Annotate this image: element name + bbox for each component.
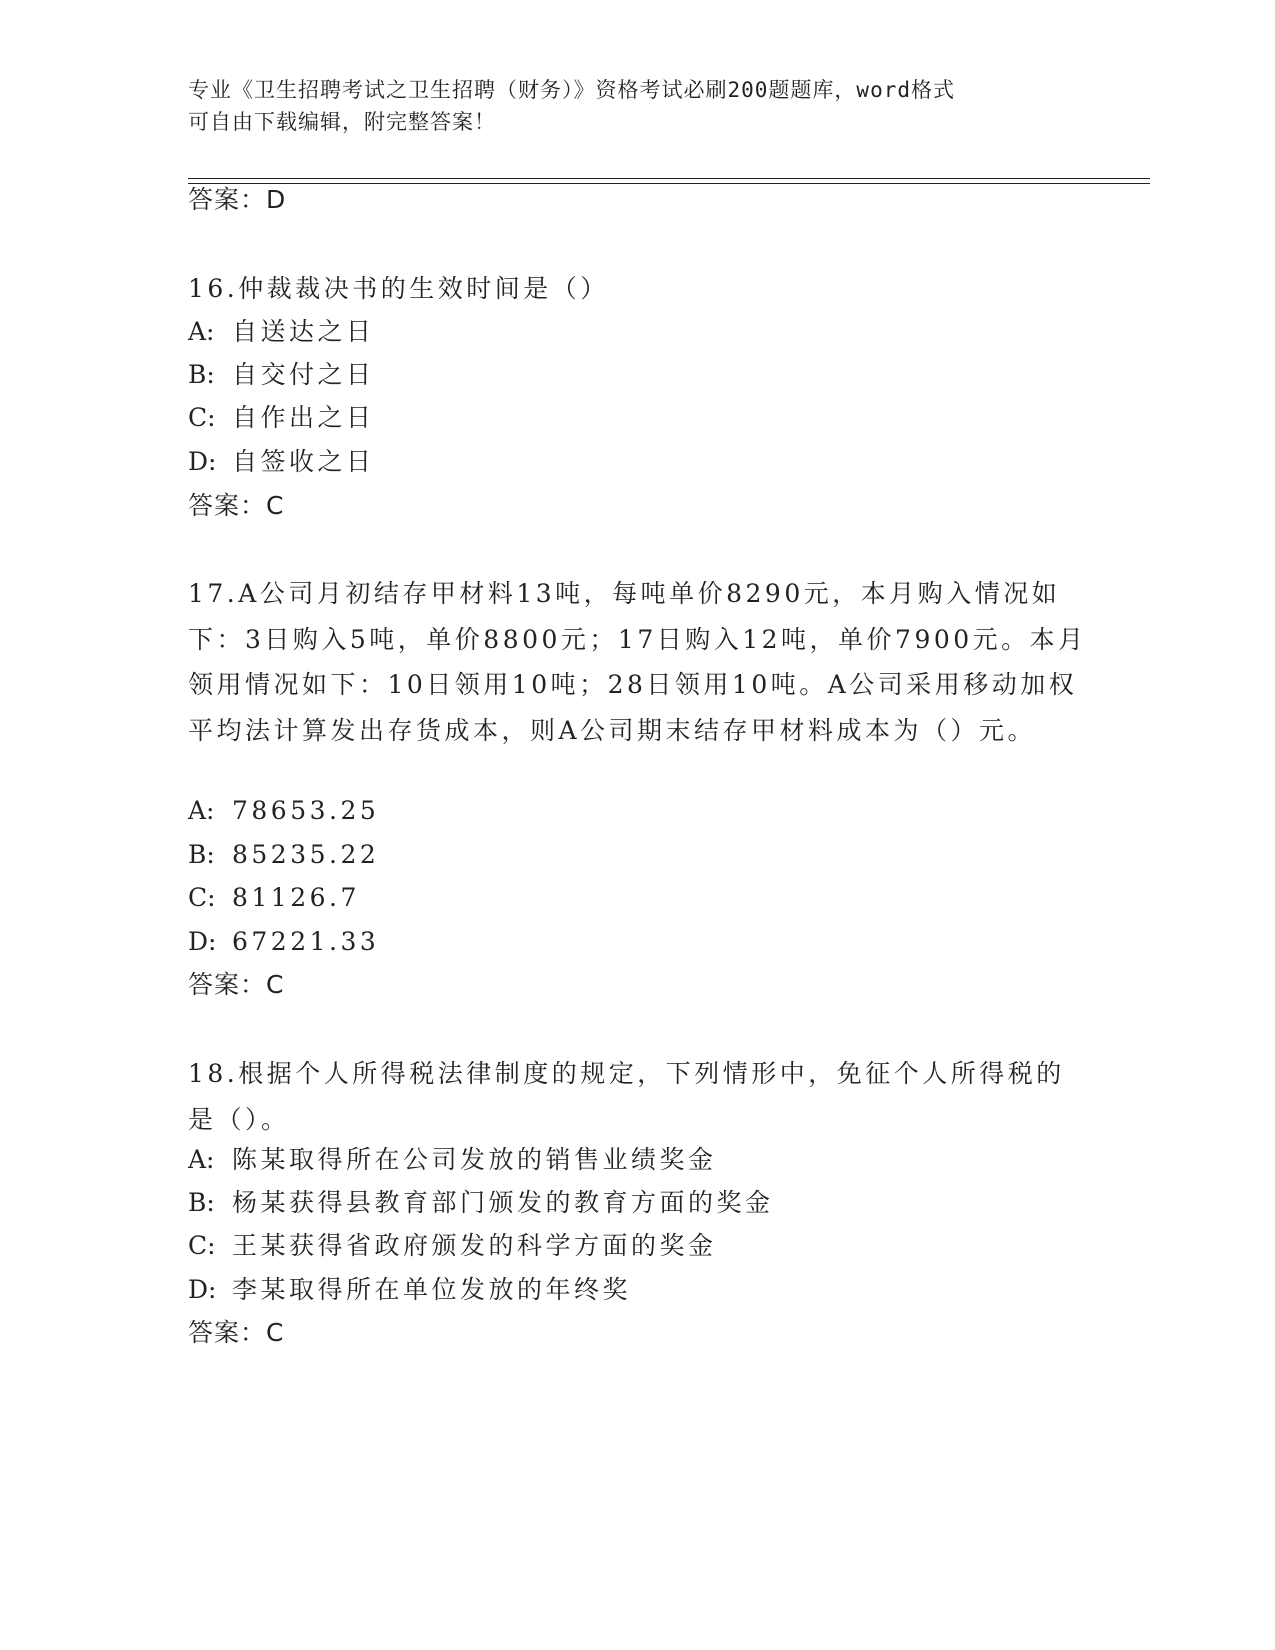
option-text: 85235.22 [232,840,380,869]
question-18-option-d [188,1273,631,1307]
option-text: 78653.25 [232,796,380,825]
question-17-option-d [188,925,379,959]
option-key: A: [188,317,215,346]
option-text: 陈某取得所在公司发放的销售业绩奖金 [232,1145,717,1174]
option-text: 杨某获得县教育部门颁发的教育方面的奖金 [232,1188,774,1217]
option-text: 王某获得省政府颁发的科学方面的奖金 [232,1231,717,1260]
option-key: D: [188,927,217,956]
answer-value: C [266,1318,285,1347]
prev-answer-line [188,183,286,217]
header-rule-bottom [188,183,1150,184]
question-16-option-b [188,358,375,392]
answer-label: 答案： [188,185,267,214]
question-18-answer [188,1316,284,1350]
question-17-stem: 17.A公司月初结存甲材料13吨，每吨单价8290元，本月购入情况如下：3日购入5吨，单价8800元；17日购入12吨，单价7900元。本月领用情况如下：10日领用10吨；28日领用10吨。A公司采用移动加权平均法计算发出存货成本，则A公司期末结存甲材料成本为（）元。 [188,579,1087,745]
answer-label: 答案： [188,491,267,520]
option-key: C: [188,403,216,432]
answer-value: C [266,491,285,520]
option-key: A: [188,1145,215,1174]
option-text: 自签收之日 [232,447,375,476]
question-16-option-d [188,445,375,479]
answer-label: 答案： [188,970,267,999]
question-16-answer [188,489,284,523]
header-rule-top [188,178,1150,179]
question-17-answer [188,968,284,1002]
option-text: 自作出之日 [232,403,375,432]
answer-label: 答案： [188,1318,267,1347]
answer-value: D [266,185,287,214]
option-key: D: [188,447,217,476]
question-17-option-b [188,838,379,872]
question-18-option-b [188,1186,774,1220]
option-key: D: [188,1275,217,1304]
option-text: 李某取得所在单位发放的年终奖 [232,1275,632,1304]
option-key: B: [188,1188,215,1217]
answer-value: C [266,970,285,999]
header-line-1: 专业《卫生招聘考试之卫生招聘（财务）》资格考试必刷200题题库，word格式 [188,78,955,102]
option-key: C: [188,883,216,912]
option-key: C: [188,1231,216,1260]
option-text: 81126.7 [232,883,360,912]
question-17-option-c [188,881,360,915]
question-18-stem: 18.根据个人所得税法律制度的规定，下列情形中，免征个人所得税的是（）。 [188,1059,1065,1134]
question-17-option-a [188,794,379,828]
option-text: 67221.33 [232,927,380,956]
question-16-option-a [188,315,375,349]
option-key: B: [188,840,215,869]
option-text: 自送达之日 [232,317,375,346]
document-header [188,74,1068,138]
option-text: 自交付之日 [232,360,375,389]
question-18-option-a [188,1143,717,1177]
question-16-stem: 16.仲裁裁决书的生效时间是（） [188,274,609,303]
option-key: B: [188,360,215,389]
option-key: A: [188,796,215,825]
question-16-option-c [188,401,375,435]
question-18-option-c [188,1229,717,1263]
header-line-2: 可自由下载编辑，附完整答案！ [188,110,496,134]
